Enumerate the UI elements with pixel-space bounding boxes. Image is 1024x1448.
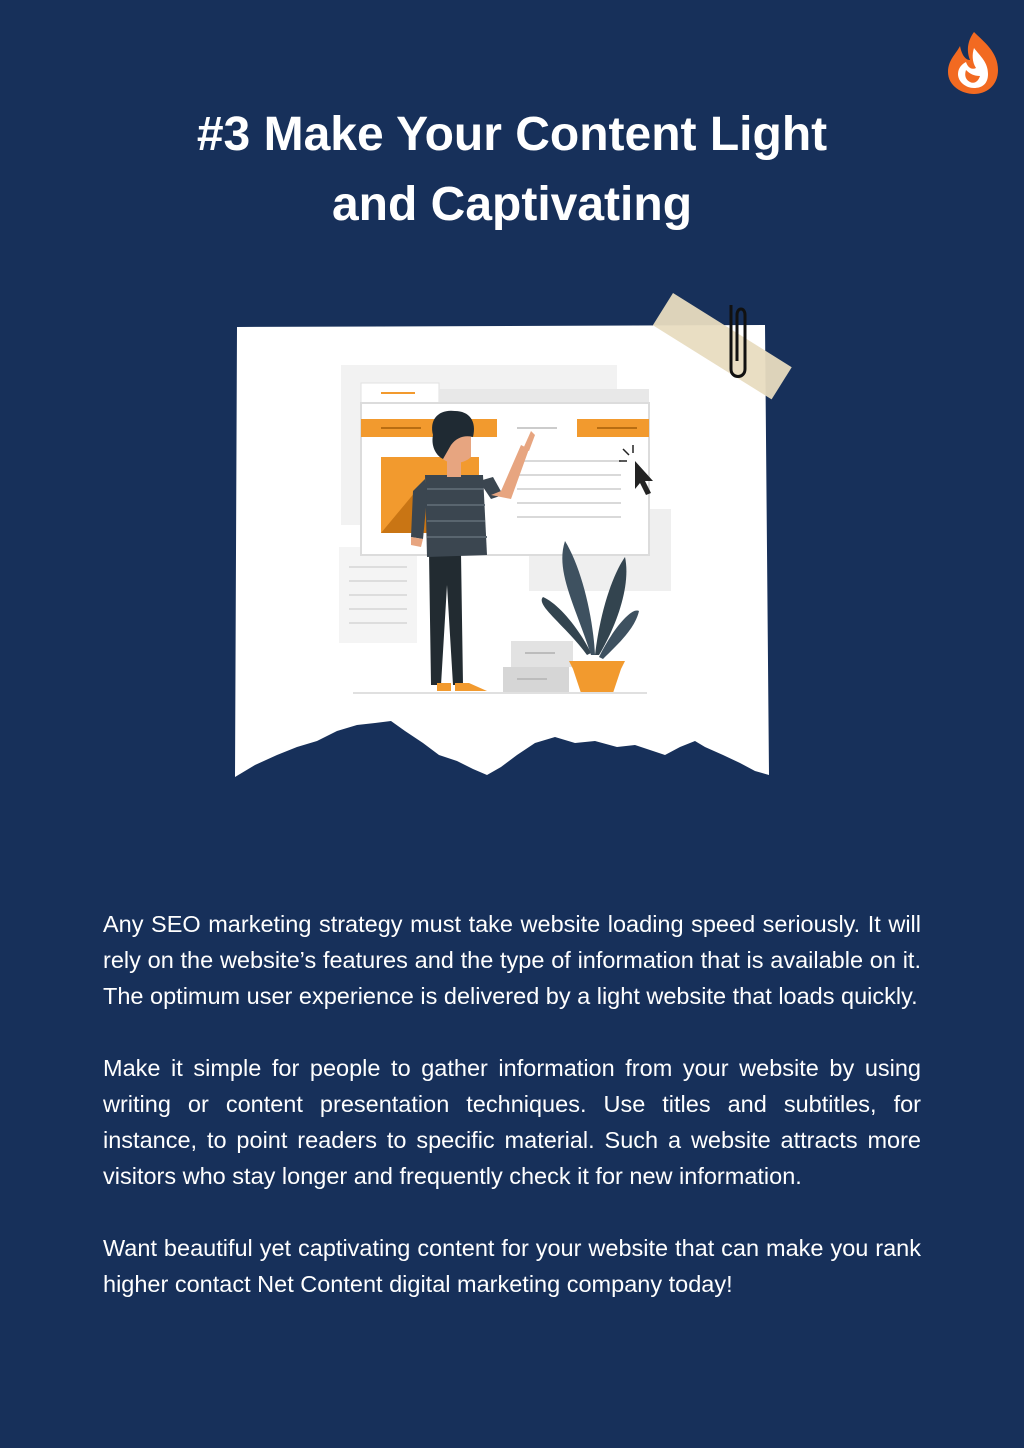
page-title: [0, 100, 1024, 240]
page-title-line-2: and Captivating: [331, 178, 693, 231]
flame-fox-logo-icon: [944, 30, 1000, 96]
paragraph-3: Want beautiful yet captivating content for your website that can make you rank higher contact Net Content digital marketing company today!: [103, 1235, 921, 1297]
paragraph-2: Make it simple for people to gather information from your website by using writing or content presentation techniques. Use titles and subtitles, for instance, to point readers to specific material. Such a website attracts more visitors who stay longer and frequently check it for new information.: [103, 1055, 921, 1189]
man-pointing-at-website-illustration: [225, 285, 800, 785]
paragraph-1: Any SEO marketing strategy must take website loading speed seriously. It will rely on the website’s features and the type of information that is available on it. The optimum user experience is delivered by a light website that loads quickly.: [103, 911, 921, 1009]
article-body: [103, 906, 921, 1338]
page-title-line-1: #3 Make Your Content Light: [196, 108, 828, 161]
